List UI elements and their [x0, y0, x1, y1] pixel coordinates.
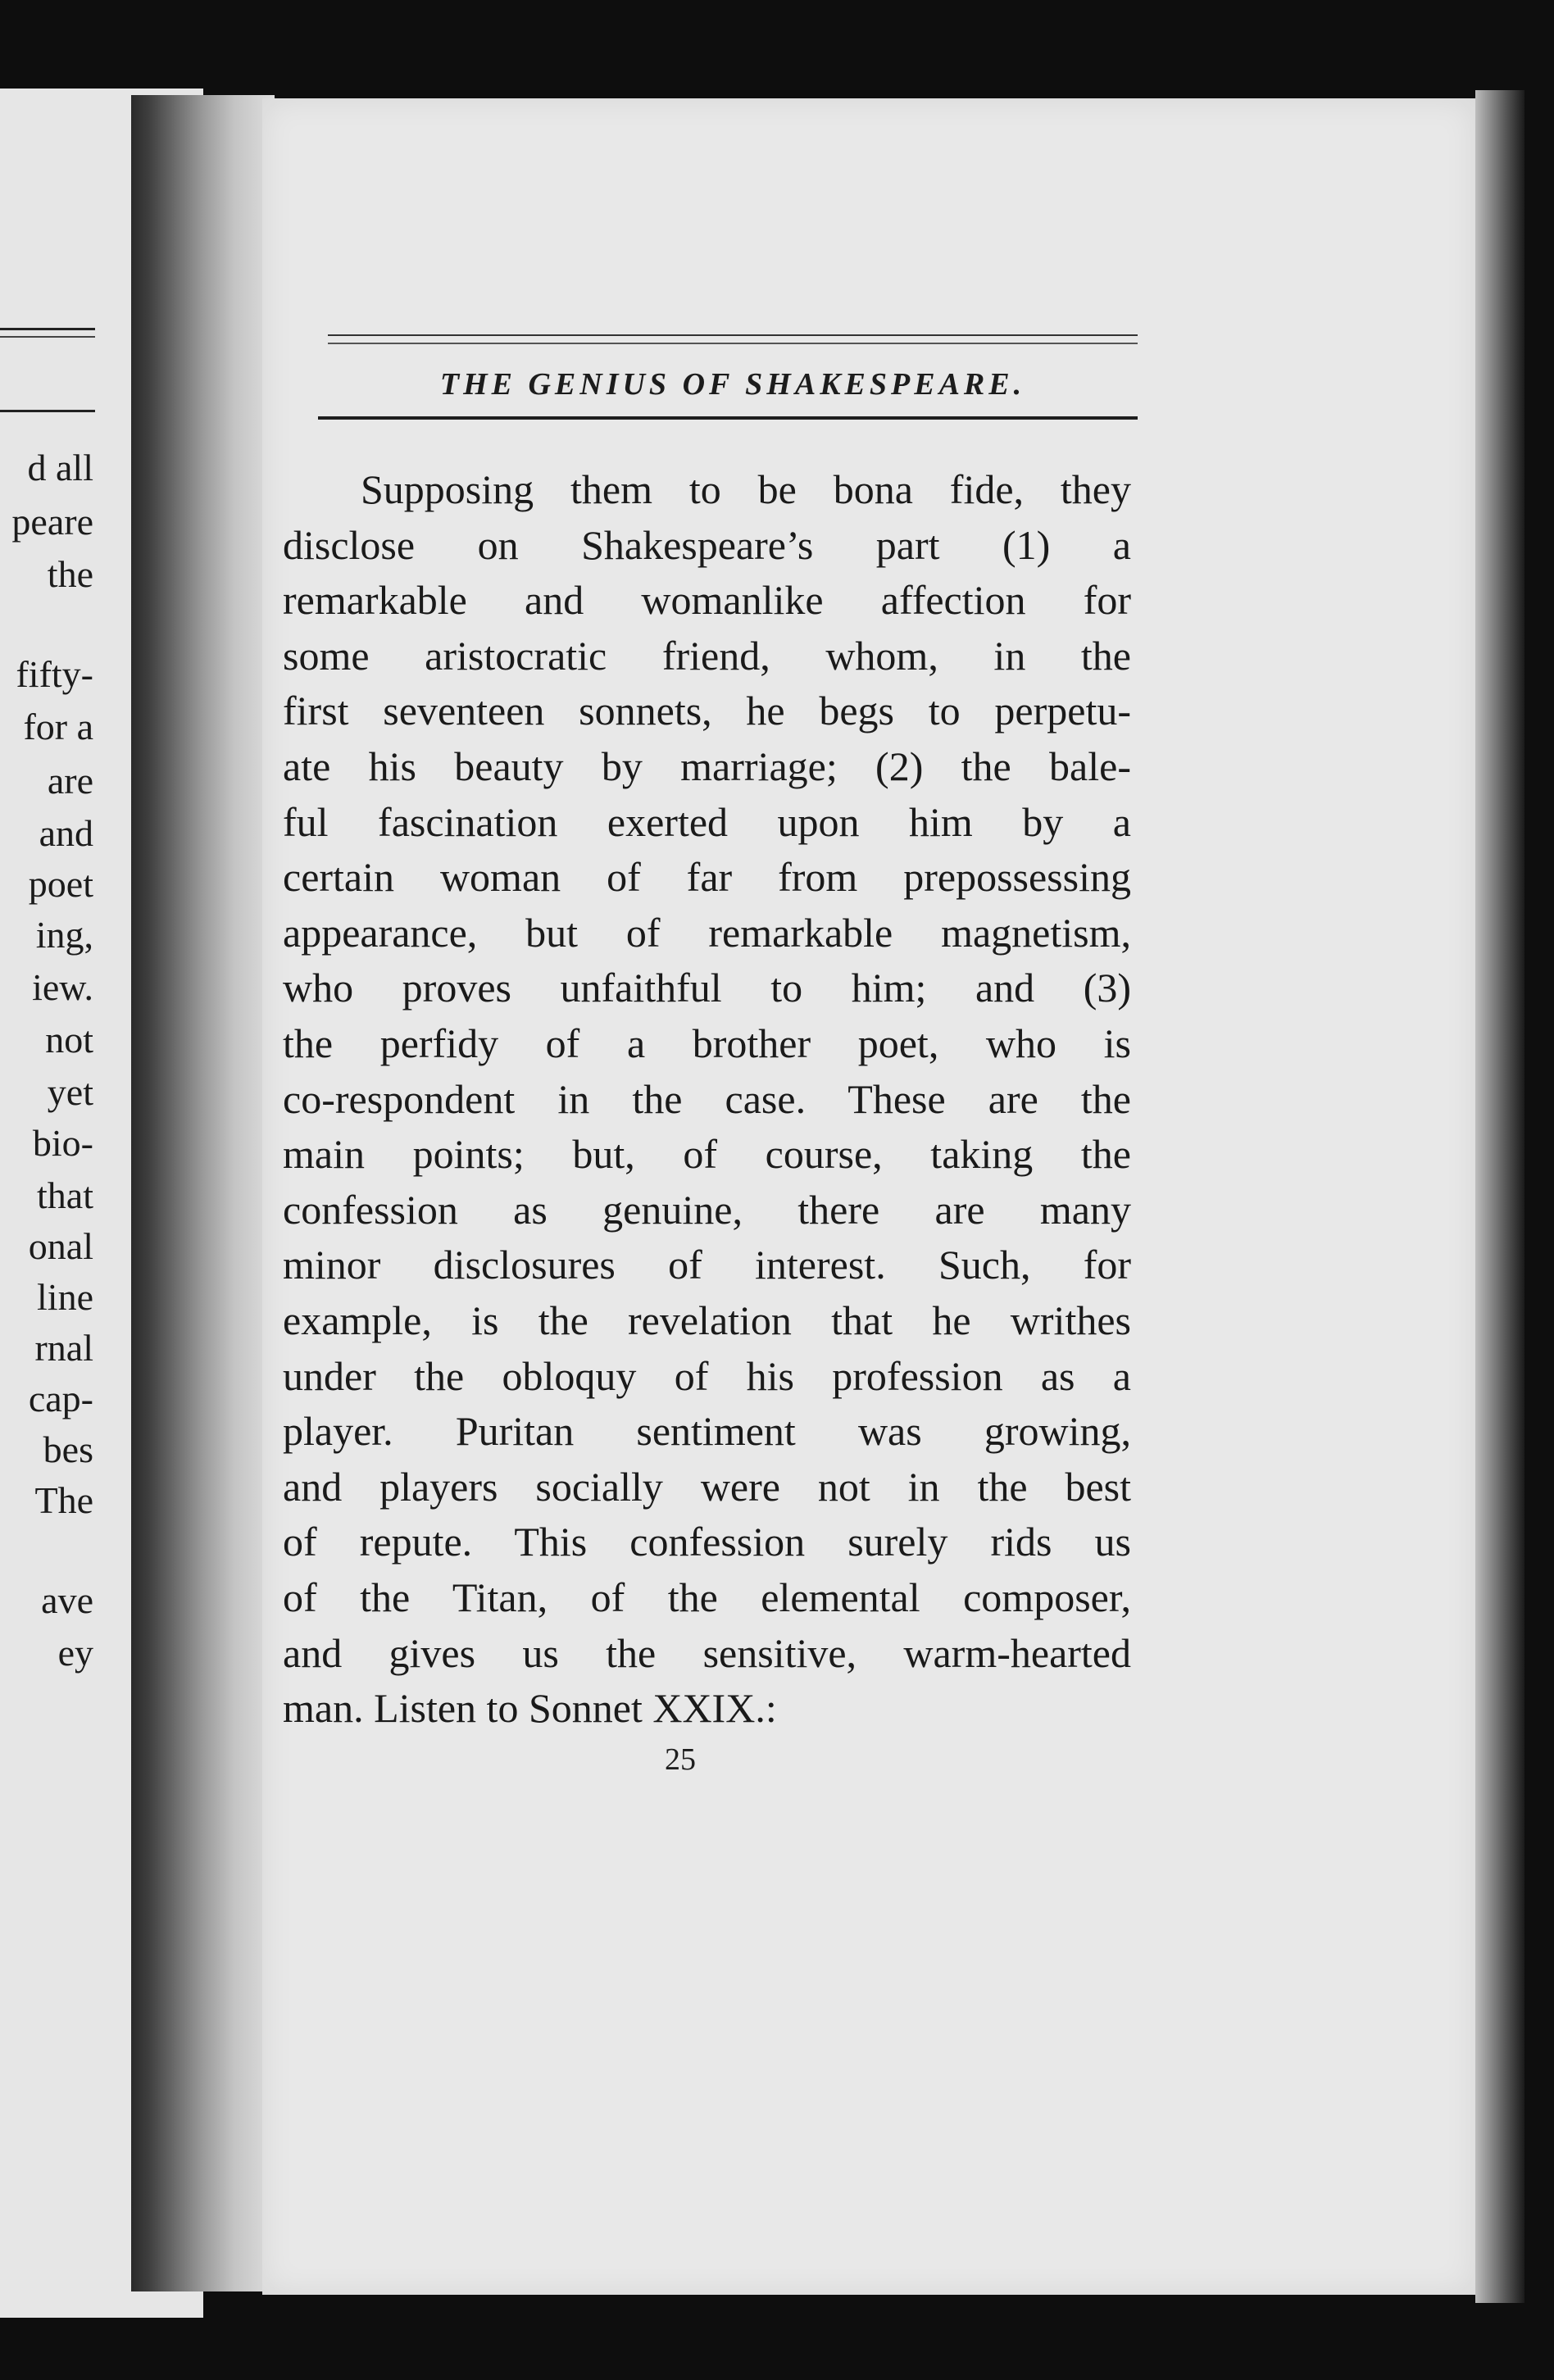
- facing-page-text-fragment: that: [37, 1174, 93, 1216]
- page-edge-shadow: [1475, 90, 1524, 2303]
- body-text-line: example, is the revelation that he writhes: [283, 1297, 1131, 1343]
- facing-page-text-fragment: not: [45, 1019, 93, 1061]
- facing-page-text-fragment: poet: [28, 863, 93, 905]
- header-rule: [328, 343, 1138, 344]
- body-text-line: appearance, but of remarkable magnetism,: [283, 910, 1131, 956]
- facing-page-text-fragment: peare: [11, 501, 93, 543]
- facing-page-header-rule: [0, 410, 95, 412]
- body-text-line: some aristocratic friend, whom, in the: [283, 633, 1131, 679]
- body-text-line: disclose on Shakespeare’s part (1) a: [283, 522, 1131, 568]
- facing-page-text-fragment: ave: [41, 1579, 93, 1621]
- body-text-line: and gives us the sensitive, warm-hearted: [283, 1630, 1131, 1676]
- body-text-line: Supposing them to be bona fide, they: [361, 466, 1131, 512]
- facing-page-text-fragment: bes: [43, 1428, 93, 1470]
- body-text-line: who proves unfaithful to him; and (3): [283, 965, 1131, 1011]
- facing-page-text-fragment: d all: [27, 447, 93, 488]
- facing-page-text-fragment: cap-: [28, 1378, 93, 1419]
- facing-page-text-fragment: fifty-: [16, 653, 93, 695]
- facing-page-text-fragment: the: [47, 553, 93, 595]
- facing-page-text-fragment: bio-: [32, 1122, 93, 1164]
- body-text-line: minor disclosures of interest. Such, for: [283, 1242, 1131, 1288]
- facing-page-text-fragment: onal: [28, 1225, 93, 1267]
- facing-page-header-rule: [0, 336, 95, 338]
- body-text-line: man. Listen to Sonnet XXIX.:: [283, 1685, 777, 1731]
- body-text-line: and players socially were not in the best: [283, 1464, 1131, 1510]
- body-text-line: the perfidy of a brother poet, who is: [283, 1020, 1131, 1066]
- body-text-line: ate his beauty by marriage; (2) the bale-: [283, 743, 1131, 789]
- body-text-line: under the obloquy of his profession as a: [283, 1353, 1131, 1399]
- facing-page-text-fragment: rnal: [34, 1327, 93, 1369]
- header-rule: [328, 334, 1138, 336]
- facing-page-text-fragment: iew.: [32, 966, 93, 1008]
- facing-page-text-fragment: line: [37, 1276, 93, 1318]
- body-text-line: confession as genuine, there are many: [283, 1187, 1131, 1233]
- running-head: THE GENIUS OF SHAKESPEARE.: [439, 367, 1026, 402]
- body-text-line: player. Puritan sentiment was growing,: [283, 1408, 1131, 1454]
- facing-page-text-fragment: and: [39, 812, 93, 854]
- facing-page-text-fragment: are: [47, 760, 93, 802]
- facing-page-header-rule: [0, 328, 95, 330]
- header-rule: [318, 416, 1138, 420]
- body-text-line: of repute. This confession surely rids us: [283, 1519, 1131, 1565]
- facing-page-text-fragment: The: [34, 1479, 93, 1521]
- body-text-line: certain woman of far from prepossessing: [283, 854, 1131, 900]
- body-text-line: ful fascination exerted upon him by a: [283, 799, 1131, 845]
- body-text-line: remarkable and womanlike affection for: [283, 577, 1131, 623]
- body-text-line: co-respondent in the case. These are the: [283, 1076, 1131, 1122]
- page-number: 25: [665, 1742, 696, 1777]
- facing-page-text-fragment: for a: [23, 706, 93, 747]
- book-gutter-shadow: [131, 95, 275, 2291]
- body-text-line: main points; but, of course, taking the: [283, 1131, 1131, 1177]
- body-text-line: of the Titan, of the elemental composer,: [283, 1574, 1131, 1620]
- facing-page-text-fragment: yet: [47, 1071, 93, 1113]
- body-text-line: first seventeen sonnets, he begs to perpetu-: [283, 688, 1131, 734]
- facing-page-text-fragment: ey: [57, 1632, 93, 1674]
- facing-page-text-fragment: ing,: [35, 914, 93, 956]
